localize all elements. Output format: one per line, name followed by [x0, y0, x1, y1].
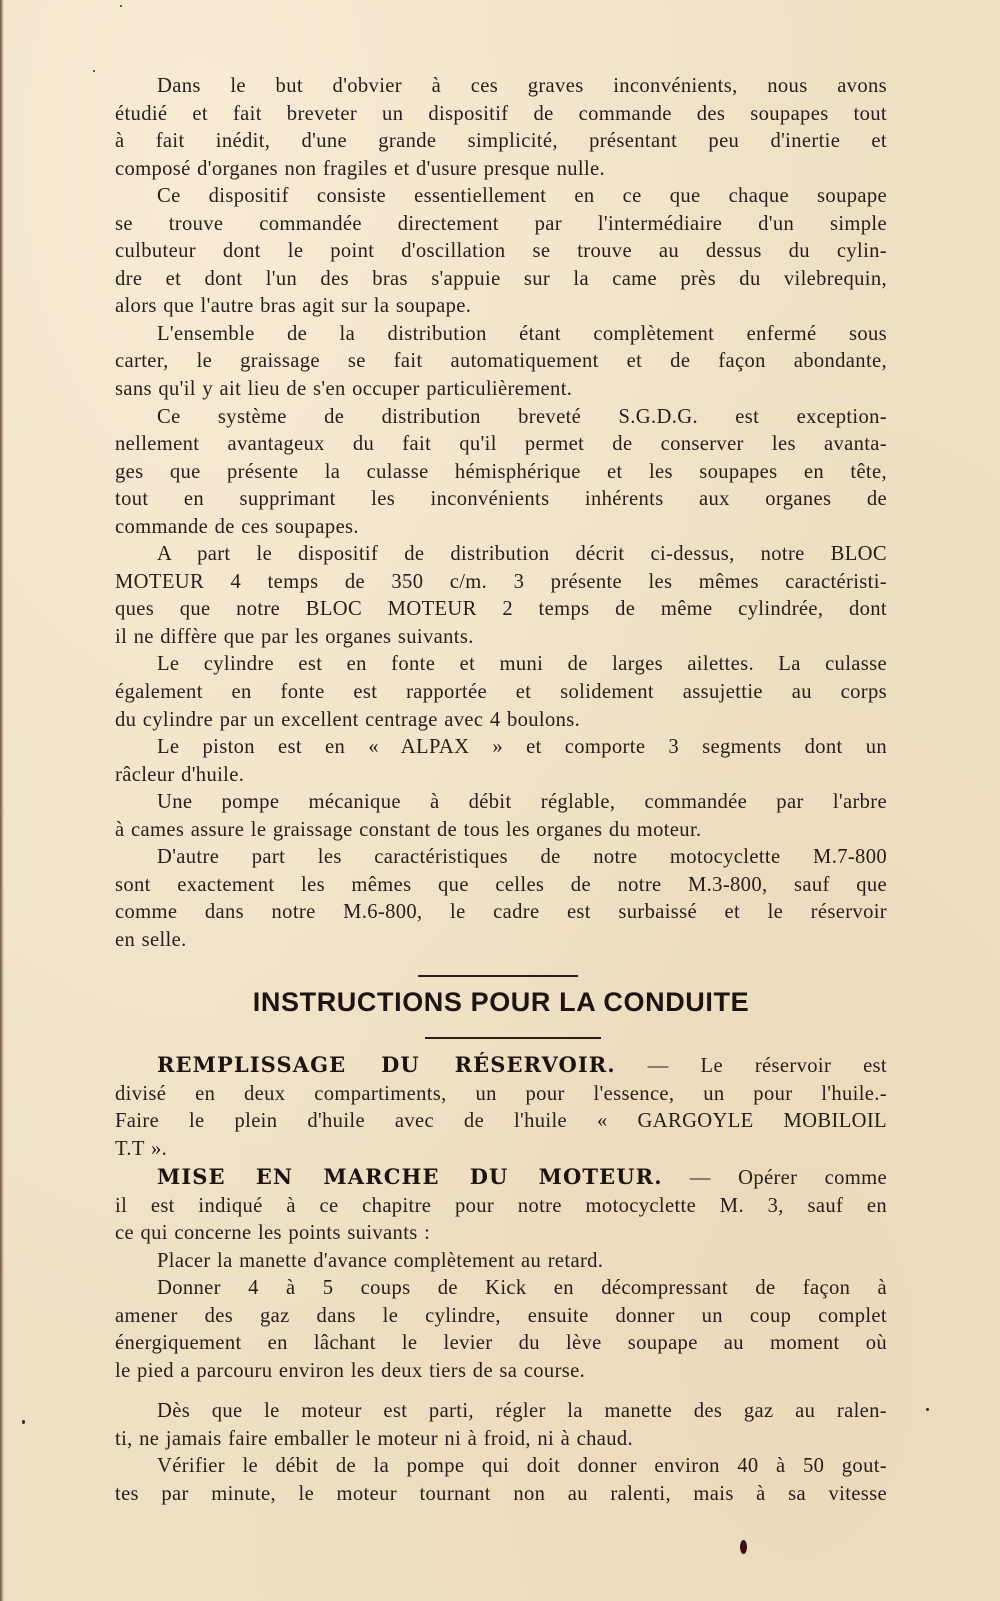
- paper-speck: [926, 1408, 929, 1411]
- text-line: L'ensemble de la distribution étant complètement enfermé sous: [157, 322, 887, 345]
- text-line: Une pompe mécanique à débit réglable, commandée par l'arbre: [157, 791, 887, 814]
- paragraph-piston: [115, 734, 887, 789]
- text-line: [115, 1051, 887, 1081]
- text-line: Dès que le moteur est parti, régler la manette des gaz au ralen-: [157, 1400, 887, 1422]
- text-line: Le cylindre est en fonte et muni de larges ailettes. La culasse: [157, 653, 887, 676]
- text-line: comme dans notre M.6-800, le cadre est surbaissé et le réservoir: [115, 901, 887, 924]
- text-line: Donner 4 à 5 coups de Kick en décompressant de façon à: [157, 1277, 887, 1300]
- paragraph-dispositif: [115, 183, 887, 321]
- instruction-lead: MISE EN MARCHE DU MOTEUR.: [157, 1164, 663, 1190]
- instruction-placer-manette: [115, 1248, 887, 1276]
- paper-speck: [93, 70, 95, 72]
- text-line: ce qui concerne les points suivants :: [115, 1222, 431, 1245]
- text-line: également en fonte est rapportée et solidement assujettie au corps: [115, 681, 887, 704]
- closing-section: [115, 1398, 887, 1508]
- section-heading: INSTRUCTIONS POUR LA CONDUITE: [252, 987, 750, 1017]
- paper-speck: [740, 1540, 747, 1554]
- text-line: sans qu'il y ait lieu de s'en occuper particulièrement.: [115, 378, 573, 401]
- text-line: tes par minute, le moteur tournant non au ralenti, mais à sa vitesse: [115, 1482, 887, 1505]
- text-line: alors que l'autre bras agit sur la soupape.: [115, 295, 472, 318]
- text-line: Ce système de distribution breveté S.G.D.G. est exception-: [157, 405, 887, 428]
- text-line: Placer la manette d'avance complètement au retard.: [157, 1249, 604, 1272]
- text-line: divisé en deux compartiments, un pour l'essence, un pour l'huile.-: [115, 1082, 887, 1105]
- text-line: sont exactement les mêmes que celles de notre M.3-800, sauf que: [115, 873, 887, 896]
- text-line: râcleur d'huile.: [115, 763, 245, 786]
- text-line: carter, le graissage se fait automatiquement et de façon abondante,: [115, 350, 887, 373]
- text-line: ques que notre BLOC MOTEUR 2 temps de même cylindrée, dont: [115, 598, 887, 621]
- text-line: amener des gaz dans le cylindre, ensuite donner un coup complet: [115, 1304, 887, 1327]
- text-line: en selle.: [115, 928, 187, 951]
- instruction-remplissage: [115, 1051, 887, 1163]
- document-page: [115, 73, 887, 1505]
- paragraph-ensemble: [115, 321, 887, 404]
- paragraph-bloc-moteur: [115, 541, 887, 651]
- text-line: le pied a parcouru environ les deux tiers de sa course.: [115, 1360, 586, 1383]
- text-line: [115, 1163, 887, 1193]
- text-line: dre et dont l'un des bras s'appuie sur la came près du vilebrequin,: [115, 267, 887, 290]
- text-line: Faire le plein d'huile avec de l'huile « GARGOYLE MOBILOIL: [115, 1110, 887, 1133]
- text-line: commande de ces soupapes.: [115, 515, 359, 538]
- text-fragment: — Le réservoir est: [615, 1055, 887, 1077]
- text-line: tout en supprimant les inconvénients inhérents aux organes de: [115, 488, 887, 511]
- text-line: MOTEUR 4 temps de 350 c/m. 3 présente les mêmes caractéristi-: [115, 570, 887, 593]
- paragraph-caracteristiques: [115, 844, 887, 954]
- text-line: composé d'organes non fragiles et d'usure presque nulle.: [115, 157, 606, 180]
- text-line: Le piston est en « ALPAX » et comporte 3 segments dont un: [157, 736, 887, 759]
- text-line: ges que présente la culasse hémisphérique et les soupapes en tête,: [115, 460, 887, 483]
- text-line: étudié et fait breveter un dispositif de commande des soupapes tout: [115, 102, 887, 125]
- text-line: T.T ».: [115, 1137, 168, 1160]
- text-line: Vérifier le débit de la pompe qui doit donner environ 40 à 50 gout-: [157, 1455, 887, 1478]
- paragraph-cylindre: [115, 651, 887, 734]
- text-line: D'autre part les caractéristiques de notre motocyclette M.7-800: [157, 846, 887, 869]
- paragraph-debit-pompe: [115, 1453, 887, 1508]
- text-line: il ne diffère que par les organes suivants.: [115, 625, 474, 648]
- text-line: énergiquement en lâchant le levier du lève soupape au moment où: [115, 1332, 887, 1355]
- rule-below-heading: [425, 1037, 601, 1039]
- instruction-mise-en-marche: [115, 1163, 887, 1248]
- paragraph-systeme: [115, 404, 887, 542]
- body-text: [115, 73, 887, 955]
- text-line: à cames assure le graissage constant de tous les organes du moteur.: [115, 818, 702, 841]
- text-fragment: — Opérer comme: [662, 1167, 887, 1190]
- text-line: il est indiqué à ce chapitre pour notre motocyclette M. 3, sauf en: [115, 1194, 887, 1217]
- text-line: A part le dispositif de distribution décrit ci-dessus, notre BLOC: [157, 543, 887, 566]
- paper-speck: [22, 1420, 25, 1424]
- instruction-kick: [115, 1275, 887, 1385]
- text-line: du cylindre par un excellent centrage avec 4 boulons.: [115, 708, 581, 731]
- rule-above-heading: [418, 975, 578, 977]
- paragraph-pompe: [115, 789, 887, 844]
- instruction-lead: REMPLISSAGE DU RÉSERVOIR.: [157, 1052, 616, 1077]
- page-edge-shadow: [0, 0, 4, 1601]
- text-line: culbuteur dont le point d'oscillation se trouve au dessus du cylin-: [115, 240, 887, 263]
- text-line: nellement avantageux du fait qu'il permet de conserver les avanta-: [115, 433, 887, 456]
- instructions-section: [115, 1051, 887, 1386]
- paragraph-obvier: [115, 73, 887, 183]
- paper-speck: [120, 5, 122, 7]
- text-line: à fait inédit, d'une grande simplicité, présentant peu d'inertie et: [115, 130, 887, 153]
- paragraph-ralenti: [115, 1398, 887, 1453]
- text-line: Dans le but d'obvier à ces graves inconvénients, nous avons: [157, 75, 887, 97]
- text-line: se trouve commandée directement par l'intermédiaire d'un simple: [115, 212, 887, 235]
- text-line: Ce dispositif consiste essentiellement en ce que chaque soupape: [157, 185, 887, 208]
- text-line: ti, ne jamais faire emballer le moteur ni à froid, ni à chaud.: [115, 1427, 634, 1450]
